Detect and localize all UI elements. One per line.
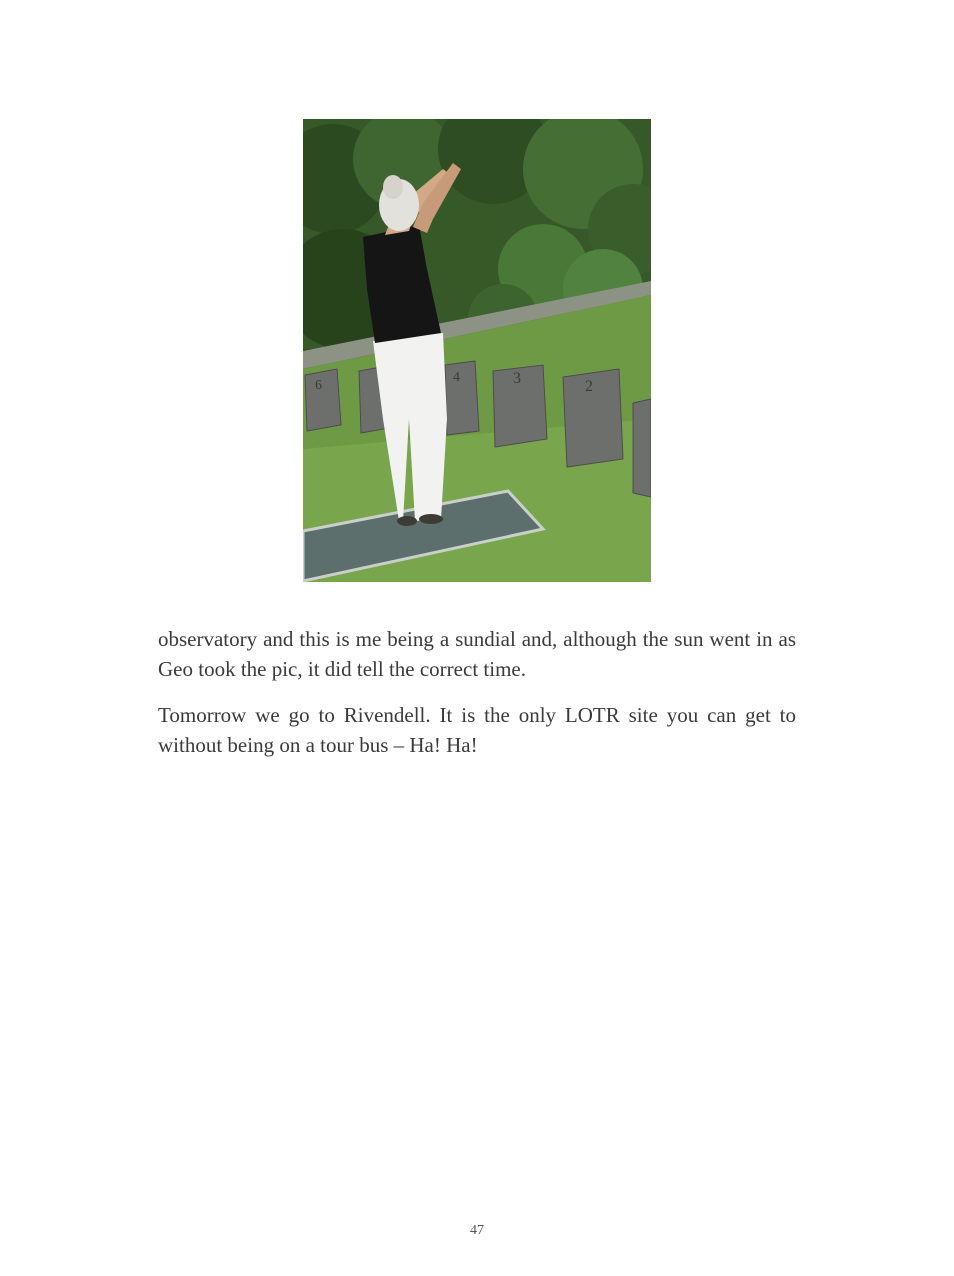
page-number: 47 [470,1223,484,1238]
stone-number: 6 [315,378,322,393]
sundial-photo [303,119,651,582]
stone-number: 2 [585,378,593,395]
body-text [158,624,796,776]
paragraph: Tomorrow we go to Rivendell. It is the only LOTR site you can get to without being on a tour bus – Ha! Ha! [158,703,796,757]
stone-number: 4 [453,370,460,385]
paragraph: observatory and this is me being a sundial and, although the sun went in as Geo took the pic, it did tell the correct time. [158,627,796,681]
stone-number: 3 [513,370,521,387]
